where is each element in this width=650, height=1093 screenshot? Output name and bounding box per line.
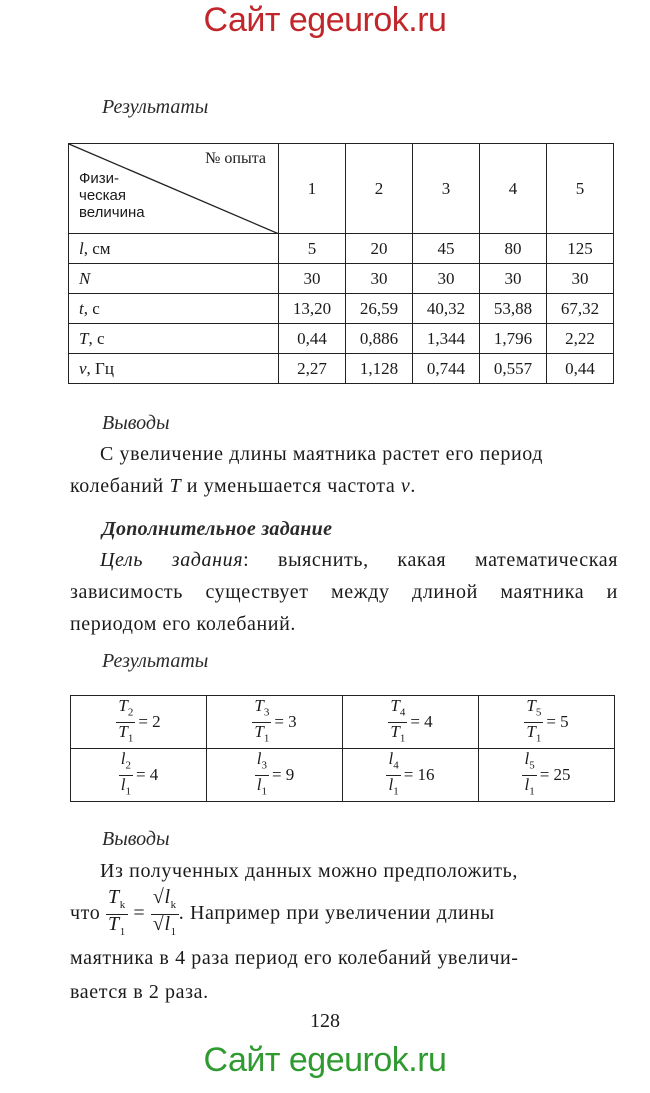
results-heading-2: Результаты [102, 650, 209, 672]
row-label: N [69, 264, 279, 294]
conclusions-heading-2: Выводы [102, 828, 170, 850]
table-cell: 0,44 [547, 354, 614, 384]
table-cell: 5 [279, 234, 346, 264]
table-cell: 53,88 [480, 294, 547, 324]
page-number: 128 [310, 1010, 340, 1032]
experiment-2-header: 2 [346, 144, 413, 234]
table-row [71, 696, 615, 749]
table-cell: 40,32 [413, 294, 480, 324]
results-table-2 [70, 695, 615, 802]
watermark-top: Сайт egeurok.ru [203, 1, 447, 39]
row-label: T, с [69, 324, 279, 354]
ratio-cell: $\frac{l_5}{l_1}$ = 25 [479, 749, 615, 802]
ratio-cell: $\frac{l_2}{l_1}$ = 4 [71, 749, 207, 802]
experiment-5-header: 5 [547, 144, 614, 234]
ratio-cell: $\frac{T_3}{T_1}$ = 3 [207, 696, 343, 749]
row-label: t, с [69, 294, 279, 324]
conclusion-2-text: Из полученных данных можно предположить, что $\frac{T_k}{T_1}$ = $\frac{√l_k}{√l_1}$ . Например при увеличении длины маятника в 4 раза период его колебаний увеличи- вается в 2 раза. [70, 860, 519, 1003]
physical-quantity-label: Физи- ческая величина [79, 170, 145, 221]
table-row [69, 354, 614, 384]
table-cell: 26,59 [346, 294, 413, 324]
table-cell: 30 [346, 264, 413, 294]
extra-task-heading: Дополнительное задание [102, 518, 333, 540]
table-cell: 80 [480, 234, 547, 264]
results-heading-1: Результаты [102, 96, 209, 118]
table-cell: 30 [413, 264, 480, 294]
table-cell: 20 [346, 234, 413, 264]
table-header-row [69, 144, 614, 234]
table-cell: 0,557 [480, 354, 547, 384]
table-cell: 1,796 [480, 324, 547, 354]
conclusions-heading-1: Выводы [102, 412, 170, 434]
extra-task-goal: Цель задания: выяснить, какая математическая зависимость существует между длиной маятника и периодом его колебаний. [70, 549, 618, 635]
ratio-cell: $\frac{l_3}{l_1}$ = 9 [207, 749, 343, 802]
table-cell: 13,20 [279, 294, 346, 324]
table-row [69, 324, 614, 354]
table-cell: 2,27 [279, 354, 346, 384]
formula-rhs: $\frac{√l_k}{√l_1}$ [152, 886, 177, 938]
experiment-1-header: 1 [279, 144, 346, 234]
ratio-cell: $\frac{l_4}{l_1}$ = 16 [343, 749, 479, 802]
conclusion-1-text: С увеличение длины маятника растет его период колебаний T и уменьшается частота ν. [70, 443, 544, 497]
ratio-cell: $\frac{T_5}{T_1}$ = 5 [479, 696, 615, 749]
formula-lhs: $\frac{T_k}{T_1}$ [107, 886, 126, 938]
table-cell: 1,128 [346, 354, 413, 384]
ratio-cell: $\frac{T_4}{T_1}$ = 4 [343, 696, 479, 749]
table-row [71, 749, 615, 802]
experiment-number-label: № опыта [205, 150, 266, 167]
table-cell: 30 [279, 264, 346, 294]
table-cell: 2,22 [547, 324, 614, 354]
table-row [69, 234, 614, 264]
table-cell: 30 [480, 264, 547, 294]
table-cell: 67,32 [547, 294, 614, 324]
table-row [69, 294, 614, 324]
table-corner-cell [69, 144, 279, 234]
table-row [69, 264, 614, 294]
row-label: ν, Гц [69, 354, 279, 384]
experiment-3-header: 3 [413, 144, 480, 234]
table-cell: 0,886 [346, 324, 413, 354]
table-cell: 45 [413, 234, 480, 264]
row-label: l, см [69, 234, 279, 264]
ratio-cell: $\frac{T_2}{T_1}$ = 2 [71, 696, 207, 749]
results-table-1 [68, 143, 614, 384]
table-cell: 125 [547, 234, 614, 264]
table-cell: 30 [547, 264, 614, 294]
table-cell: 0,744 [413, 354, 480, 384]
table-cell: 1,344 [413, 324, 480, 354]
experiment-4-header: 4 [480, 144, 547, 234]
table-cell: 0,44 [279, 324, 346, 354]
watermark-bottom: Сайт egeurok.ru [203, 1041, 447, 1079]
